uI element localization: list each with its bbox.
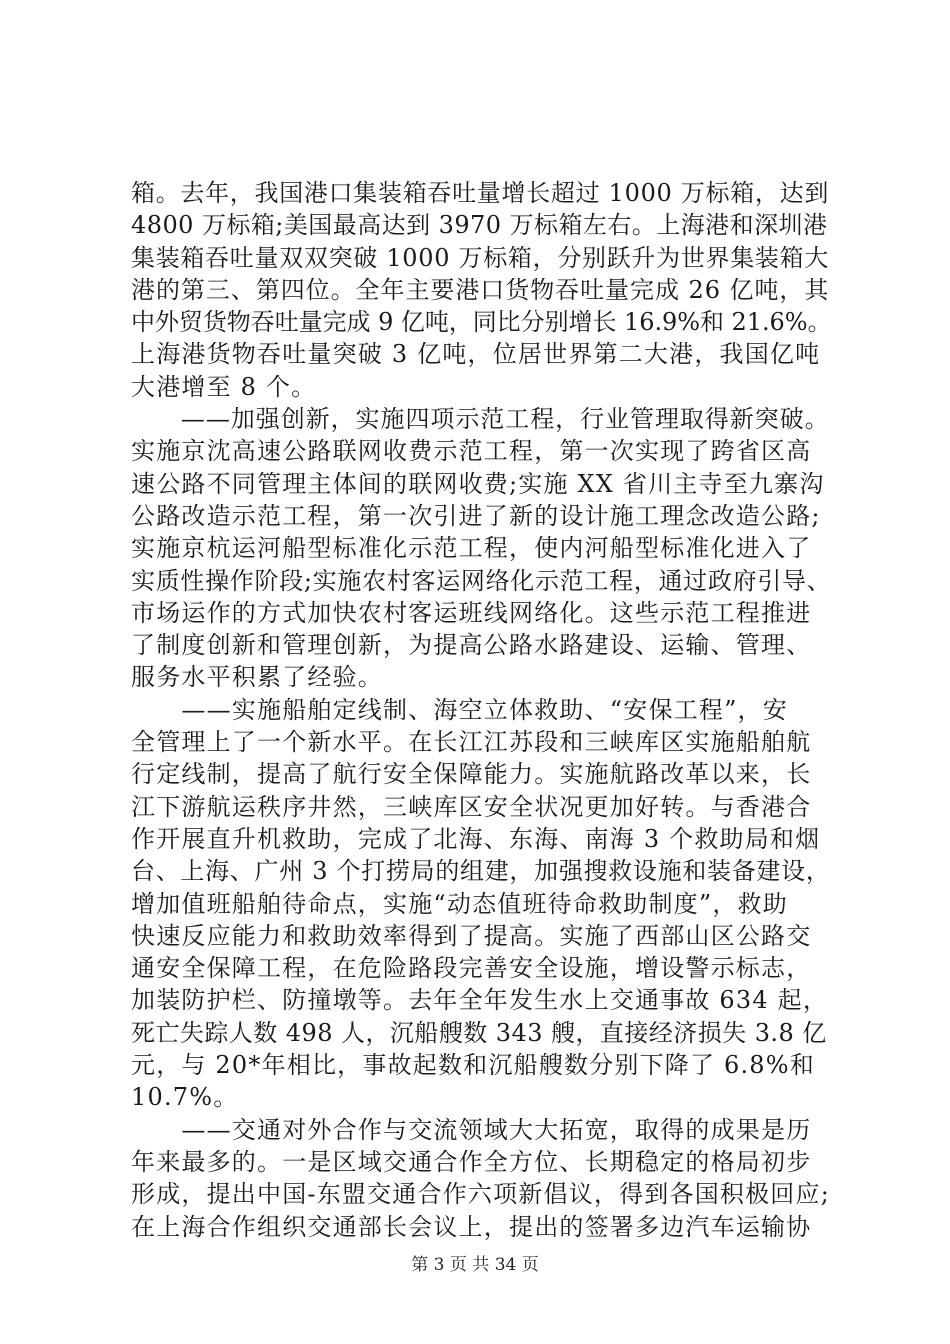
text-line: 加装防护栏、防撞墩等。去年全年发生水上交通事故 634 起， [131,986,829,1015]
text-line: 行定线制，提高了航行安全保障能力。实施航路改革以来，长 [131,760,812,789]
text-line: 实施京沈高速公路联网收费示范工程，第一次实现了跨省区高 [131,437,812,466]
text-line: 通安全保障工程，在危险路段完善安全设施，增设警示标志， [131,954,812,983]
text-line: 市场运作的方式加快农村客运班线网络化。这些示范工程推进 [131,598,812,627]
text-line: 大港增至 8 个。 [131,372,317,401]
text-line: 集装箱吞吐量双双突破 1000 万标箱，分别跃升为世界集装箱大 [131,243,830,272]
text-line: 年来最多的。一是区域交通合作全方位、长期稳定的格局初步 [131,1147,812,1176]
text-line: 服务水平积累了经验。 [131,663,383,692]
text-line: 速公路不同管理主体间的联网收费;实施 XX 省川主寺至九寨沟 [131,469,825,498]
text-line: 公路改造示范工程，第一次引进了新的设计施工理念改造公路; [131,501,821,530]
text-line: 在上海合作组织交通部长会议上，提出的签署多边汽车运输协 [131,1212,812,1241]
text-line: 实施京杭运河船型标准化示范工程，使内河船型标准化进入了 [131,534,812,563]
text-line: 江下游航运秩序井然，三峡库区安全状况更加好转。与香港合 [131,792,812,821]
text-line: 元，与 20*年相比，事故起数和沉船艘数分别下降了 6.8%和 [131,1051,815,1080]
text-line: 4800 万标箱;美国最高达到 3970 万标箱左右。上海港和深圳港 [131,211,828,240]
text-line: 死亡失踪人数 498 人，沉船艘数 343 艘，直接经济损失 3.8 亿 [131,1018,827,1047]
text-line: 全管理上了一个新水平。在长江江苏段和三峡库区实施船舶航 [131,728,812,757]
text-line: 形成，提出中国-东盟交通合作六项新倡议，得到各国积极回应; [131,1180,830,1209]
text-line: ——实施船舶定线制、海空立体救助、“安保工程”，安 [131,695,788,724]
text-line: 增加值班船舶待命点，实施“动态值班待命救助制度”，救助 [131,889,788,918]
text-line: 了制度创新和管理创新，为提高公路水路建设、运输、管理、 [131,631,812,660]
text-line: 实质性操作阶段;实施农村客运网络化示范工程，通过政府引导、 [131,566,832,595]
text-line: ——加强创新，实施四项示范工程，行业管理取得新突破。 [131,405,830,434]
text-line: 中外贸货物吞吐量完成 9 亿吨，同比分别增长 16.9%和 21.6%。 [131,308,832,337]
text-line: 10.7%。 [131,1083,239,1112]
text-line: 台、上海、广州 3 个打捞局的组建，加强搜救设施和装备建设， [131,857,831,886]
text-line: 上海港货物吞吐量突破 3 亿吨，位居世界第二大港，我国亿吨 [131,340,821,369]
page-footer: 第 3 页 共 34 页 [411,1255,539,1275]
text-line: 箱。去年，我国港口集装箱吞吐量增长超过 1000 万标箱，达到 [131,179,830,207]
text-line: 港的第三、第四位。全年主要港口货物吞吐量完成 26 亿吨，其 [131,275,830,304]
text-line: ——交通对外合作与交流领域大大拓宽，取得的成果是历 [131,1115,812,1144]
text-line: 作开展直升机救助，完成了北海、东海、南海 3 个救助局和烟 [131,824,821,853]
text-line: 快速反应能力和救助效率得到了提高。实施了西部山区公路交 [131,921,812,950]
body-text [131,177,831,1243]
